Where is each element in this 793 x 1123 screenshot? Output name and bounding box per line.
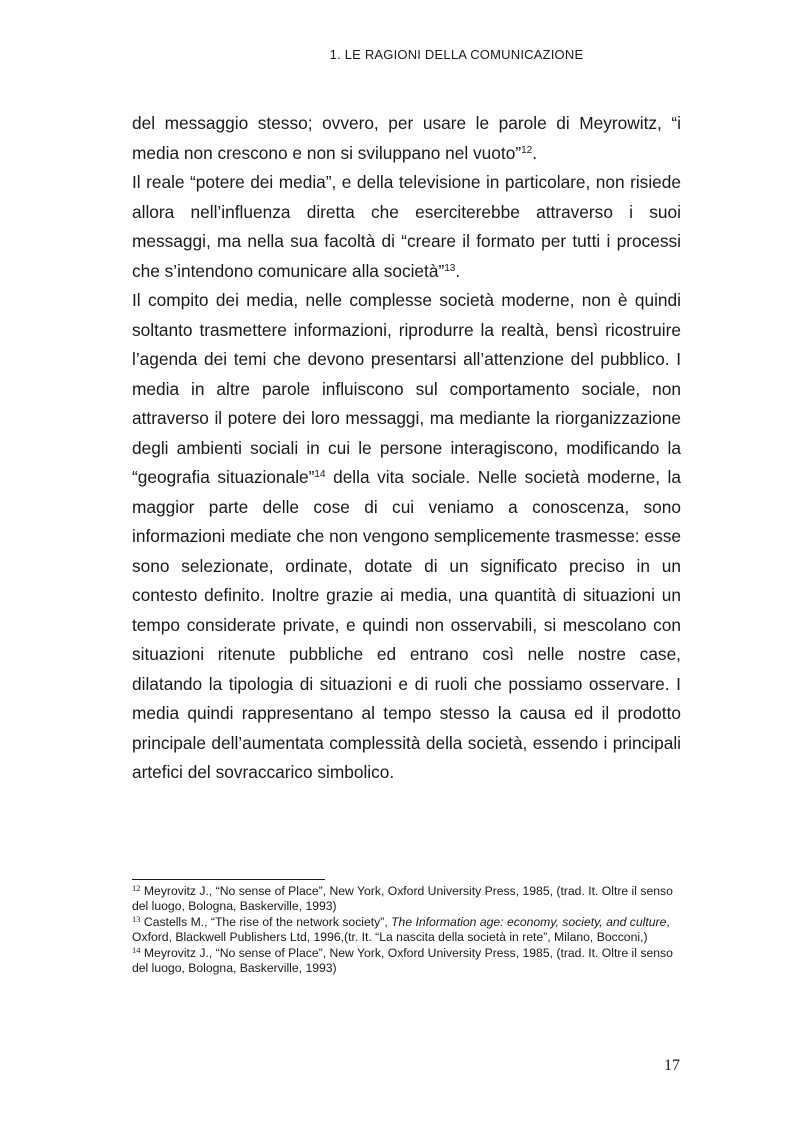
paragraph-3 xyxy=(132,286,681,788)
paragraph-2-text: Il reale “potere dei media”, e della televisione in particolare, non risiede allora nell’influenza diretta che eserciterebbe attraverso i suoi messaggi, ma nella sua facoltà di “creare il formato per tutti i processi che s’intendono comunicare alla società” xyxy=(132,172,681,281)
footnote-12 xyxy=(132,884,681,915)
footnote-text: , Oxford, Blackwell Publishers Ltd, 1996,(tr. It. “La nascita della società in rete”, Milano, Bocconi,) xyxy=(132,914,670,945)
footnote-ref-12[interactable]: 12 xyxy=(521,144,533,156)
paragraph-2-end: . xyxy=(455,260,461,281)
footnote-number: 14 xyxy=(132,944,141,955)
footnote-italic-title: The Information age: economy, society, and culture xyxy=(391,914,667,929)
footnote-13 xyxy=(132,915,681,946)
paragraph-1-end: . xyxy=(532,142,538,163)
footnote-ref-14[interactable]: 14 xyxy=(314,469,326,480)
paragraph-1-text: del messaggio stesso; ovvero, per usare le parole di Meyrowitz, “i media non crescono e non si sviluppano nel vuoto” xyxy=(132,113,681,163)
footnote-separator xyxy=(132,879,325,880)
footnote-text: Castells M., “The rise of the network society”, xyxy=(140,914,392,929)
footnote-14 xyxy=(132,946,681,977)
footnote-number: 13 xyxy=(132,913,141,924)
footnote-text: Meyrovitz J., “No sense of Place”, New York, Oxford University Press, 1985, (trad. It. Oltre il senso del luogo, Bologna, Baskerville, 1993) xyxy=(132,884,673,914)
footnotes xyxy=(132,884,681,976)
body-text xyxy=(132,109,681,788)
paragraph-1 xyxy=(132,109,681,168)
paragraph-2 xyxy=(132,168,681,286)
footnote-number: 12 xyxy=(132,882,141,893)
paragraph-3-text-a: Il compito dei media, nelle complesse società moderne, non è quindi soltanto trasmettere informazioni, riprodurre la realtà, bensì ricostruire l’agenda dei temi che devono presentarsi all’attenzione del pubblico. I media in altre parole influiscono sul comportamento sociale, non attraverso il potere dei loro messaggi, ma mediante la riorganizzazione degli ambienti sociali in cui le persone interagiscono, modificando la “geografia situazionale” xyxy=(132,290,681,487)
footnote-ref-13[interactable]: 13 xyxy=(444,262,456,274)
page-number: 17 xyxy=(664,1057,680,1074)
running-header: 1. LE RAGIONI DELLA COMUNICAZIONE xyxy=(329,47,584,62)
footnote-text: Meyrovitz J., “No sense of Place”, New York, Oxford University Press, 1985, (trad. It. Oltre il senso del luogo, Bologna, Baskerville, 1993) xyxy=(132,945,673,976)
paragraph-3-text-b: della vita sociale. Nelle società moderne, la maggior parte delle cose di cui veniamo a conoscenza, sono informazioni mediate che non vengono semplicemente trasmesse: esse sono selezionate, ordinate, dotate di un significato preciso in un contesto definito. Inoltre grazie ai media, una quantità di situazioni un tempo considerate private, e quindi non osservabili, si mescolano con situazioni ritenute pubbliche ed entrano così nelle nostre case, dilatando la tipologia di situazioni e di ruoli che possiamo osservare. I media quindi rappresentano al tempo stesso la causa ed il prodotto principale dell’aumentata complessità della società, essendo i principali artefici del sovraccarico simbolico. xyxy=(132,467,682,782)
